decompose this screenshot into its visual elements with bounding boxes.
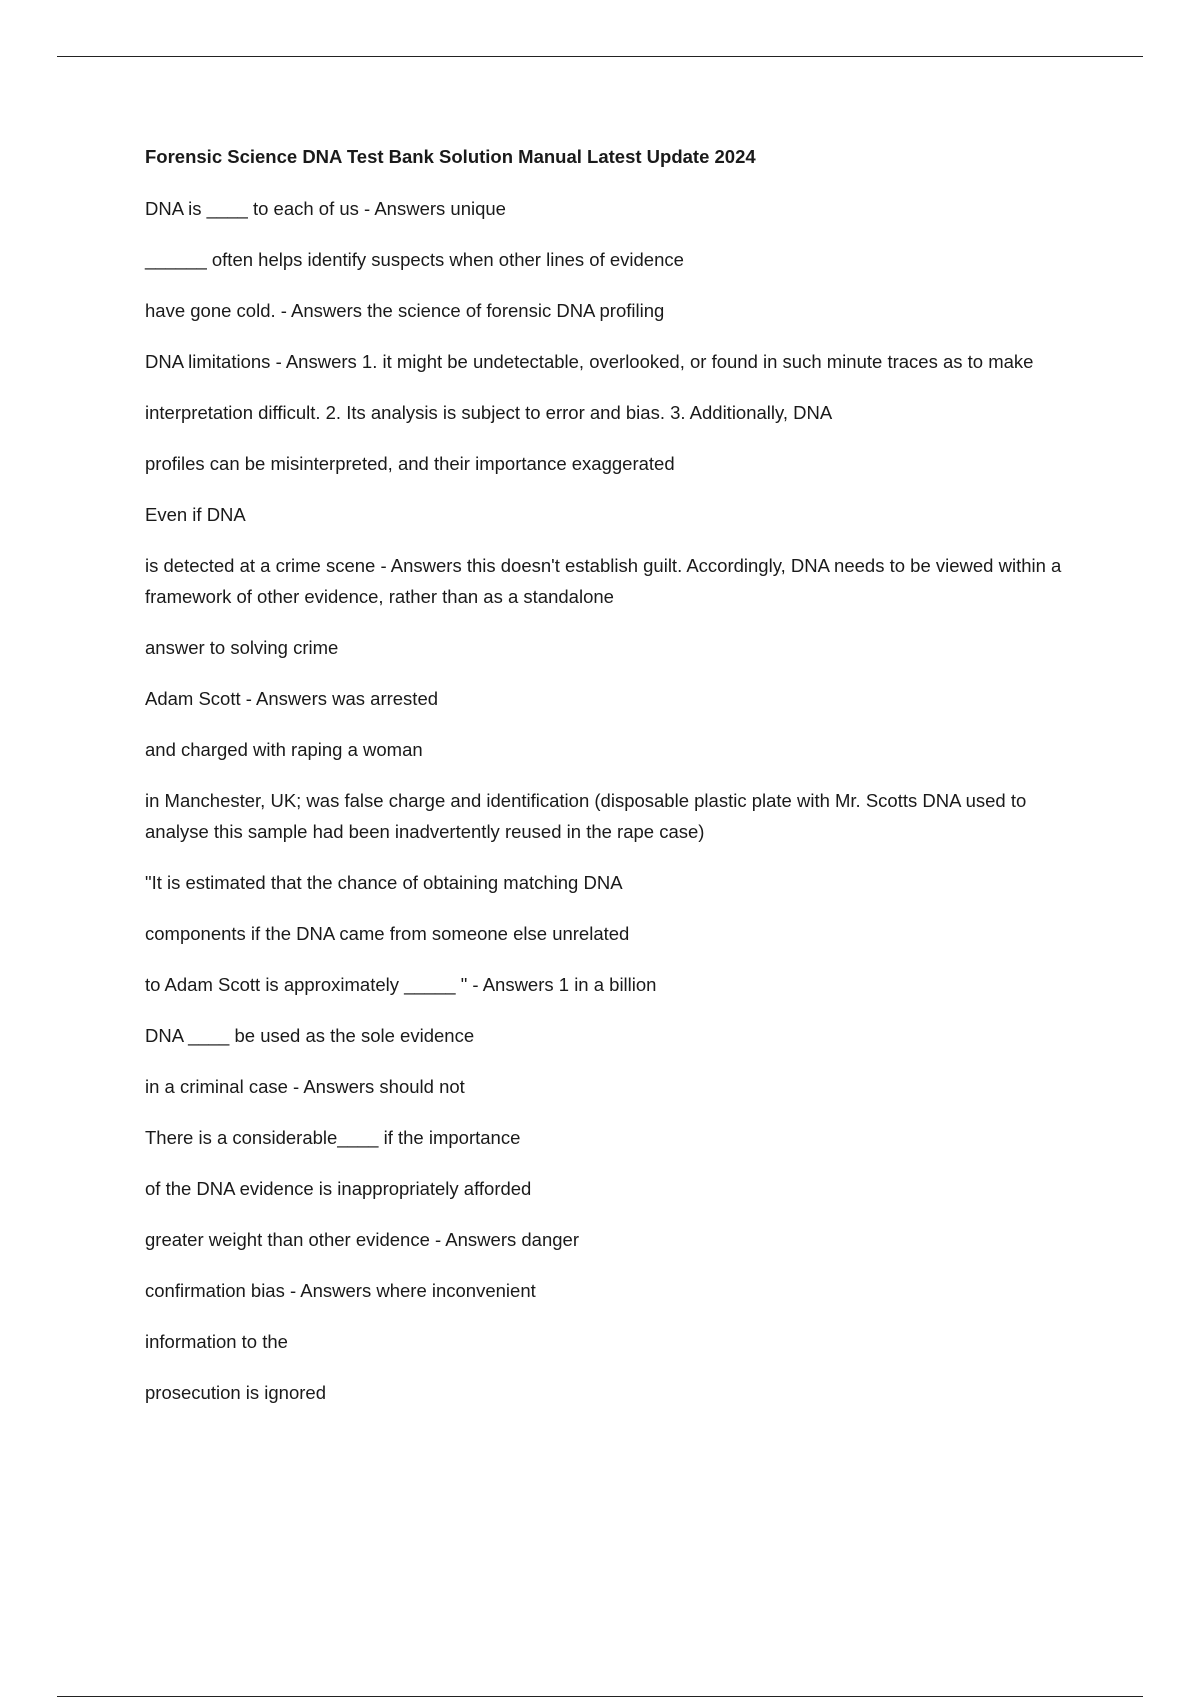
paragraph: DNA ____ be used as the sole evidence <box>145 1025 475 1046</box>
paragraph: interpretation difficult. 2. Its analysis is subject to error and bias. 3. Additionally, DNA <box>145 402 833 423</box>
paragraph: DNA limitations - Answers 1. it might be undetectable, overlooked, or found in such minute traces as to make <box>145 351 1034 372</box>
paragraph: ______ often helps identify suspects when other lines of evidence <box>145 249 684 270</box>
paragraph: of the DNA evidence is inappropriately afforded <box>145 1178 532 1199</box>
paragraph: greater weight than other evidence - Answers danger <box>145 1229 579 1250</box>
paragraph: in a criminal case - Answers should not <box>145 1076 465 1097</box>
paragraph: Even if DNA <box>145 504 246 525</box>
bottom-rule <box>57 1696 1143 1697</box>
paragraph: DNA is ____ to each of us - Answers unique <box>145 198 506 219</box>
paragraph: to Adam Scott is approximately _____ " - Answers 1 in a billion <box>145 974 657 995</box>
paragraph: Adam Scott - Answers was arrested <box>145 688 439 709</box>
paragraph: prosecution is ignored <box>145 1382 326 1403</box>
top-rule <box>57 56 1143 57</box>
paragraph: in Manchester, UK; was false charge and identification (disposable plastic plate with Mr. Scotts DNA used to analyse this sample had been inadvertently reused in the rape case) <box>145 790 1027 842</box>
document-title: Forensic Science DNA Test Bank Solution Manual Latest Update 2024 <box>145 146 756 167</box>
paragraph: confirmation bias - Answers where inconvenient <box>145 1280 536 1301</box>
paragraph: There is a considerable____ if the importance <box>145 1127 521 1148</box>
paragraph: and charged with raping a woman <box>145 739 423 760</box>
paragraph: information to the <box>145 1331 288 1352</box>
paragraph: have gone cold. - Answers the science of forensic DNA profiling <box>145 300 665 321</box>
paragraph: "It is estimated that the chance of obtaining matching DNA <box>145 872 623 893</box>
paragraph: components if the DNA came from someone else unrelated <box>145 923 630 944</box>
document-body <box>145 143 1085 1428</box>
paragraph: answer to solving crime <box>145 637 339 658</box>
paragraph: is detected at a crime scene - Answers this doesn't establish guilt. Accordingly, DNA needs to be viewed within a framework of other evidence, rather than as a standalone <box>145 555 1062 607</box>
paragraph: profiles can be misinterpreted, and their importance exaggerated <box>145 453 675 474</box>
